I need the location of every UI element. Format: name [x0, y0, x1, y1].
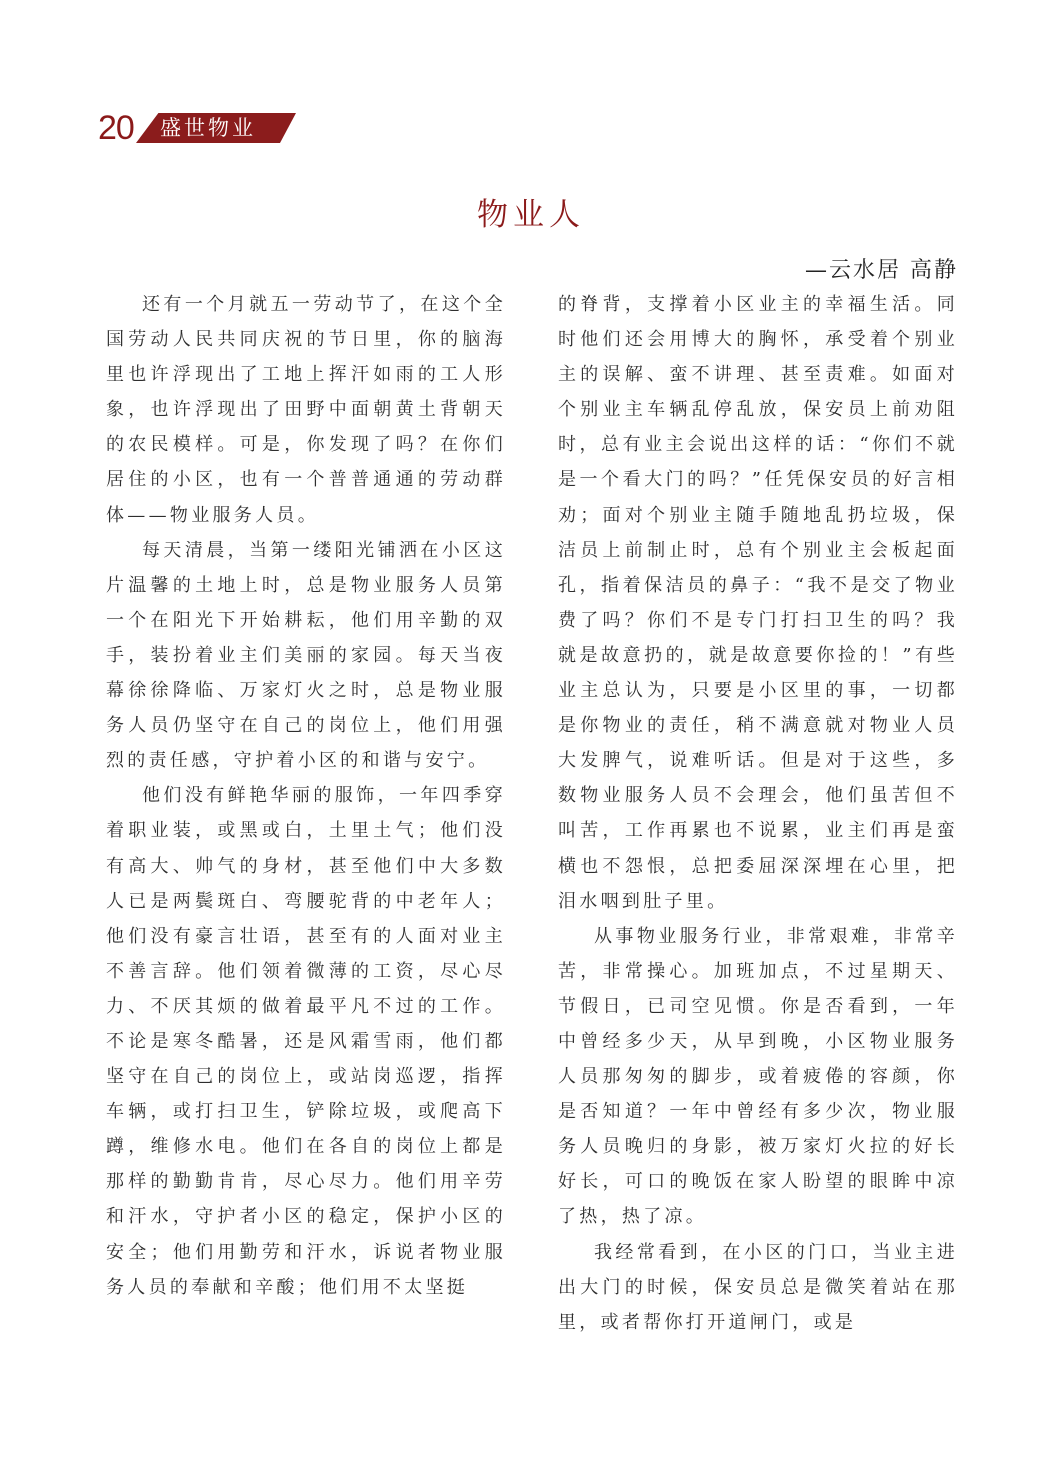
right-column: [558, 287, 958, 1340]
section-title: 盛世物业: [160, 116, 256, 140]
page-number: 20: [98, 109, 134, 147]
page-header: [98, 108, 308, 148]
paragraph: 我经常看到，在小区的门口，当业主进出大门的时候，保安员总是微笑着站在那里，或者帮你打开道闸门，或是: [558, 1241, 958, 1333]
paragraph: 还有一个月就五一劳动节了，在这个全国劳动人民共同庆祝的节日里，你的脑海里也许浮现出了工地上挥汗如雨的工人形象，也许浮现出了田野中面朝黄土背朝天的农民模样。可是，你发现了吗？在你们居住的小区，也有一个普普通通的劳动群体——物业服务人员。: [106, 294, 506, 526]
paragraph: 从事物业服务行业，非常艰难，非常辛苦，非常操心。加班加点，不过星期天、节假日，已司空见惯。你是否看到，一年中曾经多少天，从早到晚，小区物业服务人员那匆匆的脚步，或着疲倦的容颜，你是否知道？一年中曾经有多少次，物业服务人员晚归的身影，被万家灯火拉的好长好长，可口的晚饭在家人盼望的眼眸中凉了热，热了凉。: [558, 925, 958, 1228]
paragraph: 他们没有鲜艳华丽的服饰，一年四季穿着职业装，或黑或白，土里土气；他们没有高大、帅气的身材，甚至他们中大多数人已是两鬓斑白、弯腰驼背的中老年人；他们没有豪言壮语，甚至有的人面对业主不善言辞。他们领着微薄的工资，尽心尽力、不厌其烦的做着最平凡不过的工作。不论是寒冬酷暑，还是风霜雪雨，他们都坚守在自己的岗位上，或站岗巡逻，指挥车辆，或打扫卫生，铲除垃圾，或爬高下蹲，维修水电。他们在各自的岗位上都是那样的勤勤肯肯，尽心尽力。他们用辛劳和汗水，守护者小区的稳定，保护小区的安全；他们用勤劳和汗水，诉说者物业服务人员的奉献和辛酸；他们用不太坚挺: [106, 785, 506, 1298]
left-column: [106, 287, 506, 1305]
paragraph-continued: 的脊背，支撑着小区业主的幸福生活。同时他们还会用博大的胸怀，承受着个别业主的误解、蛮不讲理、甚至责难。如面对个别业主车辆乱停乱放，保安员上前劝阻时，总有业主会说出这样的话：“你们不就是一个看大门的吗？”任凭保安员的好言相劝；面对个别业主随手随地乱扔垃圾，保洁员上前制止时，总有个别业主会板起面孔，指着保洁员的鼻子：“我不是交了物业费了吗？你们不是专门打扫卫生的吗？我就是故意扔的，就是故意要你捡的！”有些业主总认为，只要是小区里的事，一切都是你物业的责任，稍不满意就对物业人员大发脾气，说难听话。但是对于这些，多数物业服务人员不会理会，他们虽苦但不叫苦，工作再累也不说累，业主们再是蛮横也不怨恨，总把委屈深深埋在心里，把泪水咽到肚子里。: [558, 294, 958, 912]
article-title: 物业人: [477, 197, 585, 233]
article-byline: —云水居 高静: [805, 258, 958, 283]
paragraph: 每天清晨，当第一缕阳光铺洒在小区这片温馨的土地上时，总是物业服务人员第一个在阳光下开始耕耘，他们用辛勤的双手，装扮着业主们美丽的家园。每天当夜幕徐徐降临、万家灯火之时，总是物业服务人员仍坚守在自己的岗位上，他们用强烈的责任感，守护着小区的和谐与安宁。: [106, 539, 506, 772]
